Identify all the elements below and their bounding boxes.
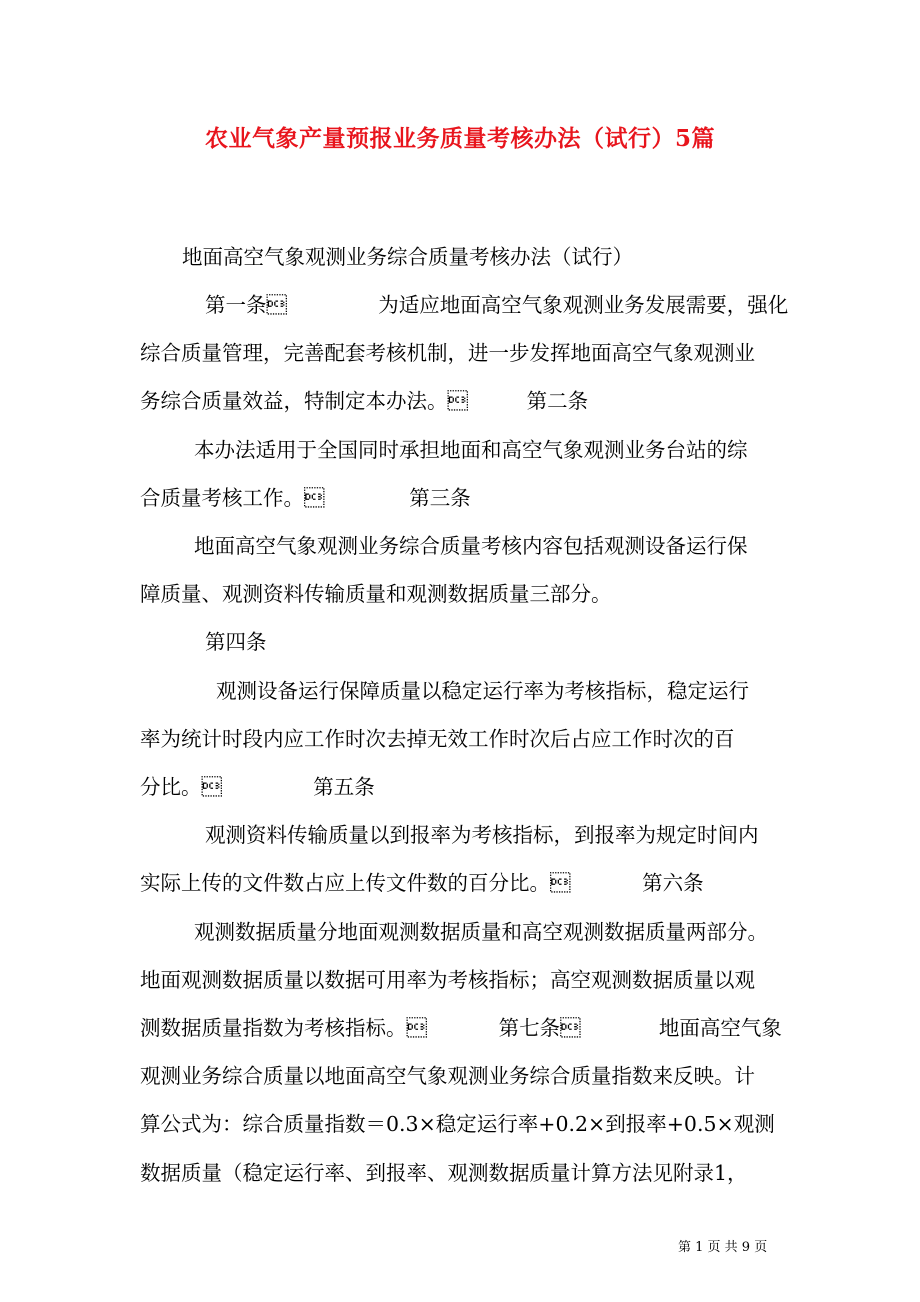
text-line: 测数据质量指数为考核指标。 第七条 地面高空气象 xyxy=(140,1016,782,1040)
text-line: 数据质量（稳定运行率、到报率、观测数据质量计算方法见附录1， xyxy=(140,1161,748,1185)
text-line: 务综合质量效益，特制定本办法。 第二条 xyxy=(140,389,589,413)
text-line: 障质量、观测资料传输质量和观测数据质量三部分。 xyxy=(140,582,612,606)
text-line: 实际上传的文件数占应上传文件数的百分比。 第六条 xyxy=(140,871,704,895)
text-line: 观测资料传输质量以到报率为考核指标，到报率为规定时间内 xyxy=(205,823,759,847)
text-line: 地面高空气象观测业务综合质量考核办法（试行） xyxy=(182,245,633,269)
text-line: 本办法适用于全国同时承担地面和高空气象观测业务台站的综 xyxy=(194,438,748,462)
text-line: 率为统计时段内应工作时次去掉无效工作时次后占应工作时次的百 xyxy=(140,727,735,751)
text-line: 观测设备运行保障质量以稳定运行率为考核指标，稳定运行 xyxy=(216,679,749,703)
text-line: 分比。 第五条 xyxy=(140,775,375,799)
text-line: 第一条 为适应地面高空气象观测业务发展需要，强化 xyxy=(205,293,789,317)
text-line: 算公式为：综合质量指数＝0.3×稳定运行率+0.2×到报率+0.5×观测 xyxy=(140,1112,775,1136)
text-line: 观测业务综合质量以地面高空气象观测业务综合质量指数来反映。计 xyxy=(140,1064,755,1088)
text-line: 地面观测数据质量以数据可用率为考核指标；高空观测数据质量以观 xyxy=(140,968,755,992)
document-title: 农业气象产量预报业务质量考核办法（试行）5篇 xyxy=(204,125,715,152)
text-line: 第四条 xyxy=(205,630,267,654)
text-line: 综合质量管理，完善配套考核机制，进一步发挥地面高空气象观测业 xyxy=(140,341,755,365)
text-line: 地面高空气象观测业务综合质量考核内容包括观测设备运行保 xyxy=(194,534,748,558)
text-line: 合质量考核工作。 第三条 xyxy=(140,486,471,510)
text-line: 观测数据质量分地面观测数据质量和高空观测数据质量两部分。 xyxy=(194,920,768,944)
page-number: 第 1 页 共 9 页 xyxy=(678,1240,768,1255)
